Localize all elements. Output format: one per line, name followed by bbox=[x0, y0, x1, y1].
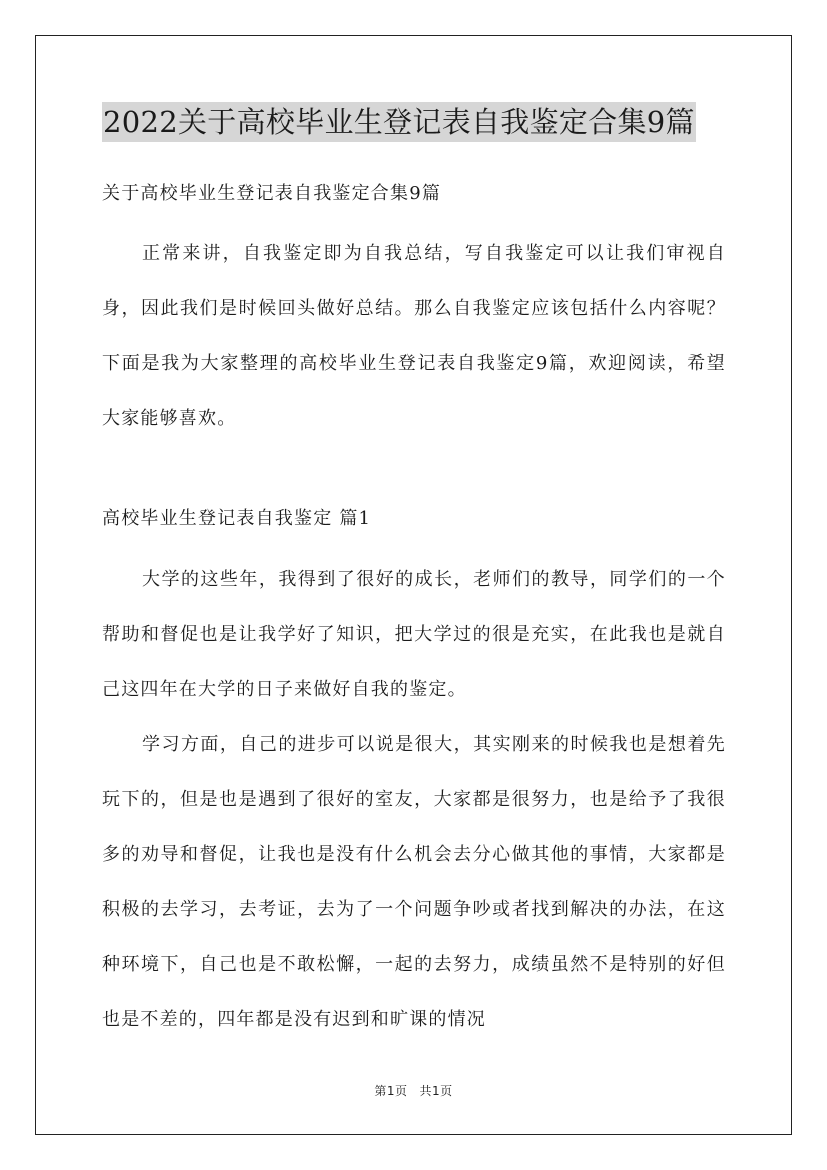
intro-section bbox=[102, 226, 726, 446]
page-footer bbox=[0, 1082, 827, 1099]
body-paragraph-2: 学习方面，自己的进步可以说是很大，其实刚来的时候我也是想着先玩下的，但是也是遇到了很好的室友，大家都是很努力，也是给予了我很多的劝导和督促，让我也是没有什么机会去分心做其他的事情，大家都是积极的去学习，去考证，去为了一个问题争吵或者找到解决的办法，在这种环境下，自己也是不敢松懈，一起的去努力，成绩虽然不是特别的好但也是不差的，四年都是没有迟到和旷课的情况 bbox=[102, 734, 726, 1030]
page-number: 第1页 bbox=[374, 1084, 408, 1098]
intro-paragraph: 正常来讲，自我鉴定即为自我总结，写自我鉴定可以让我们审视自身，因此我们是时候回头做好总结。那么自我鉴定应该包括什么内容呢？下面是我为大家整理的高校毕业生登记表自我鉴定9篇，欢迎阅读，希望大家能够喜欢。 bbox=[102, 243, 726, 429]
document-subtitle: 关于高校毕业生登记表自我鉴定合集9篇 bbox=[102, 183, 442, 204]
body-section bbox=[102, 552, 726, 1047]
document-title: 2022关于高校毕业生登记表自我鉴定合集9篇 bbox=[102, 102, 696, 142]
section-heading: 高校毕业生登记表自我鉴定 篇1 bbox=[102, 508, 372, 529]
page-total: 共1页 bbox=[419, 1084, 453, 1098]
body-paragraph-1: 大学的这些年，我得到了很好的成长，老师们的教导，同学们的一个帮助和督促也是让我学好了知识，把大学过的很是充实，在此我也是就自己这四年在大学的日子来做好自我的鉴定。 bbox=[102, 569, 726, 700]
